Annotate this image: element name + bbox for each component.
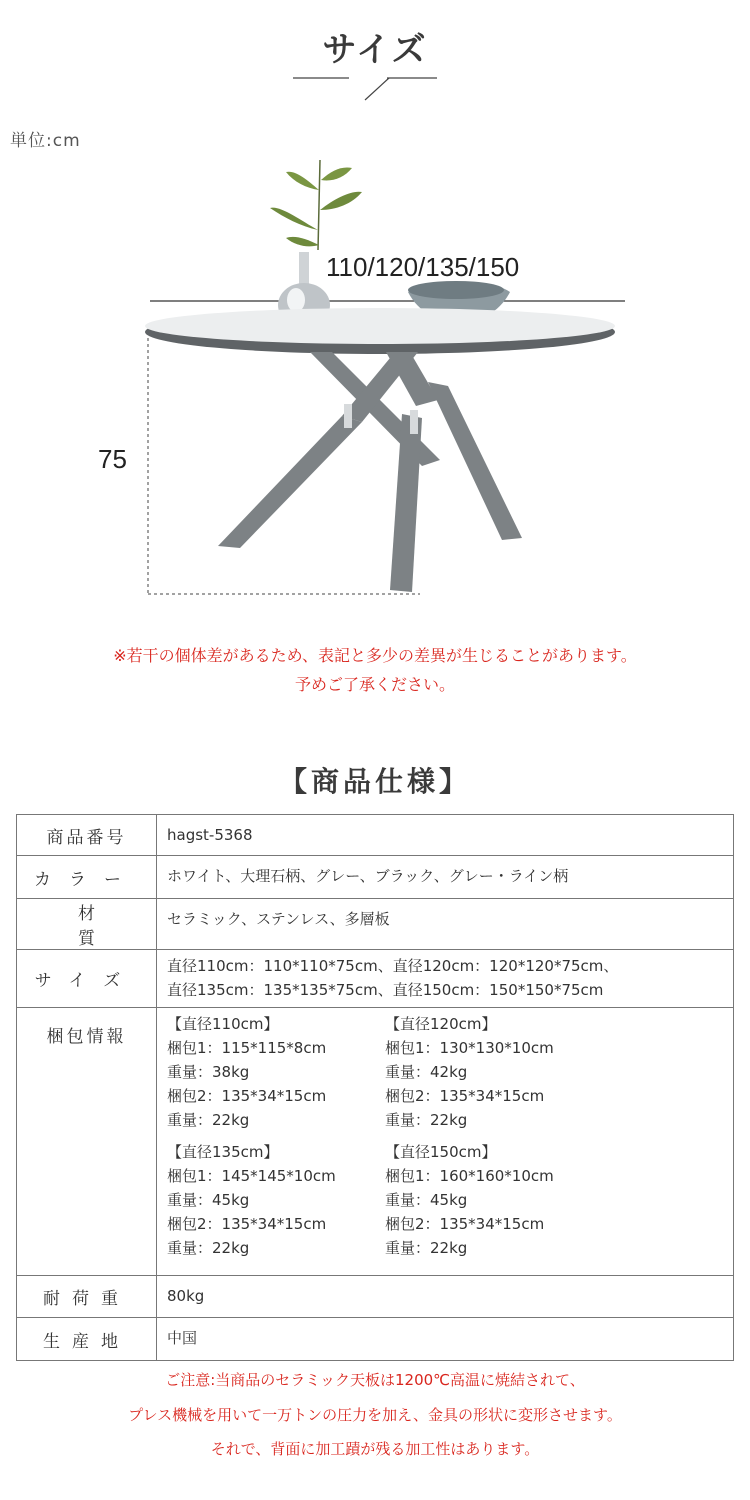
spec-value-origin: 中国: [157, 1318, 734, 1361]
ceramic-note-2: プレス機械を用いて一万トンの圧力を加え、金具の形状に変形させます。: [128, 1406, 622, 1424]
packing-head: 【直径120cm】: [385, 1015, 497, 1033]
spec-label: サイズ: [17, 950, 157, 1008]
packing-line: 重量：22kg: [167, 1239, 250, 1257]
ceramic-note-1: ご注意:当商品のセラミック天板は1200℃高温に焼結されて、: [165, 1371, 585, 1389]
packing-line: 重量：45kg: [167, 1191, 250, 1209]
height-dimension-label: 75: [98, 444, 127, 474]
spec-label: 梱包情報: [17, 1008, 157, 1276]
spec-value-packing: [157, 1008, 734, 1276]
packing-block-150: [385, 1140, 645, 1260]
table-row: [17, 856, 734, 899]
spec-label: 商品番号: [17, 815, 157, 856]
ceramic-note-3: それで、背面に加工蹟が残る加工性はあります。: [210, 1440, 540, 1458]
packing-line: 梱包1：145*145*10cm: [167, 1167, 336, 1185]
packing-line: 梱包1：130*130*10cm: [385, 1039, 554, 1057]
spec-value-size: [157, 950, 734, 1008]
spec-value-load: 80kg: [157, 1276, 734, 1318]
spec-title: 【商品仕様】: [278, 765, 471, 798]
section-title: サイズ: [322, 30, 428, 70]
packing-head: 【直径110cm】: [167, 1015, 279, 1033]
round-table-image: [90, 160, 650, 610]
packing-line: 梱包2：135*34*15cm: [385, 1087, 545, 1105]
packing-line: 重量：22kg: [167, 1111, 250, 1129]
packing-head: 【直径135cm】: [167, 1143, 279, 1161]
packing-line: 梱包2：135*34*15cm: [385, 1215, 545, 1233]
table-row: [17, 899, 734, 950]
packing-line: 重量：22kg: [385, 1111, 468, 1129]
table-row: [17, 950, 734, 1008]
packing-line: 重量：38kg: [167, 1063, 250, 1081]
spec-value-color: ホワイト、大理石柄、グレー、ブラック、グレー・ライン柄: [157, 856, 734, 899]
packing-block-120: [385, 1012, 645, 1132]
spec-label: 材質: [17, 899, 157, 950]
table-row: [17, 1318, 734, 1361]
spec-value-product-number: hagst-5368: [157, 815, 734, 856]
size-line-2: 直径135cm：135*135*75cm、直径150cm：150*150*75cm: [167, 981, 604, 999]
packing-line: 梱包1：115*115*8cm: [167, 1039, 327, 1057]
vase-with-plant: [270, 160, 362, 327]
unit-label: 単位:cm: [10, 131, 81, 151]
spec-value-material: セラミック、ステンレス、多層板: [157, 899, 734, 950]
size-line-1: 直径110cm：110*110*75cm、直径120cm：120*120*75cm、: [167, 957, 619, 975]
packing-line: 梱包2：135*34*15cm: [167, 1087, 327, 1105]
table-row: [17, 1008, 734, 1276]
table-row: [17, 1276, 734, 1318]
packing-line: 梱包1：160*160*10cm: [385, 1167, 554, 1185]
width-dimension-label: 110/120/135/150: [326, 252, 520, 282]
packing-block-135: [167, 1140, 385, 1260]
spec-label: カラー: [17, 856, 157, 899]
packing-line: 重量：42kg: [385, 1063, 468, 1081]
table-row: [17, 815, 734, 856]
title-underline-decoration: [293, 62, 437, 102]
spec-label: 耐荷重: [17, 1276, 157, 1318]
packing-head: 【直径150cm】: [385, 1143, 497, 1161]
spec-table: [16, 814, 734, 1361]
individual-difference-note-2: 予めご了承ください。: [294, 675, 455, 694]
packing-line: 梱包2：135*34*15cm: [167, 1215, 327, 1233]
packing-line: 重量：45kg: [385, 1191, 468, 1209]
individual-difference-note: ※若干の個体差があるため、表記と多少の差異が生じることがあります。: [113, 646, 637, 665]
packing-line: 重量：22kg: [385, 1239, 468, 1257]
table-legs: [218, 352, 522, 592]
spec-label: 生産地: [17, 1318, 157, 1361]
packing-block-110: [167, 1012, 385, 1132]
packing-grid: [167, 1012, 723, 1260]
